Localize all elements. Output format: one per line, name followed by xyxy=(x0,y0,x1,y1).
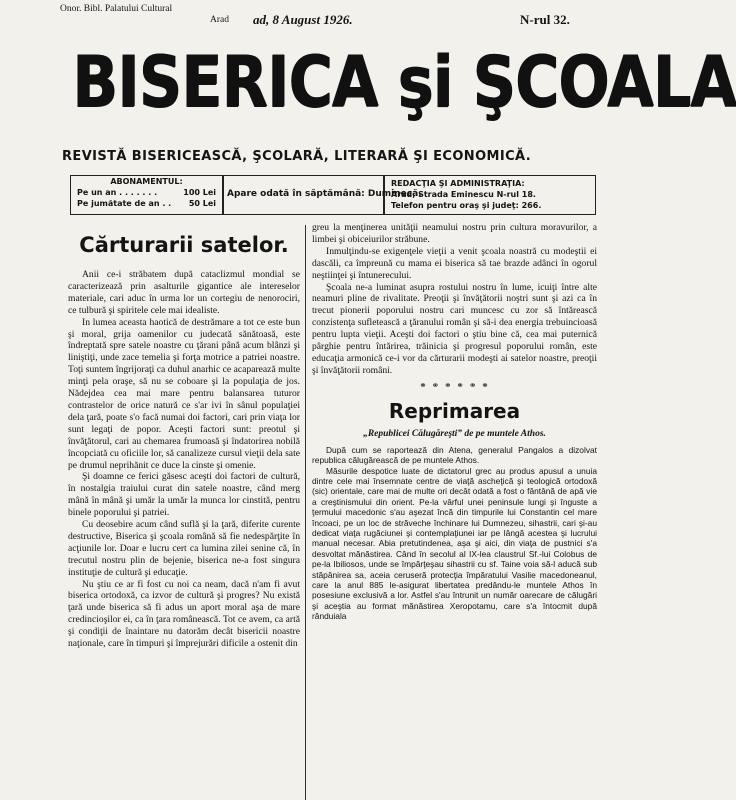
article-paragraph: greu la menţinerea unităţii neamului nostru prin cultura moravurilor, a limbei şi obiceiurilor străbune. xyxy=(312,222,597,245)
issue-date: ad, 8 August 1926. xyxy=(253,12,353,27)
publication-frequency: Apare odată în săptămână: Duminecă. xyxy=(227,189,422,199)
subscription-caption: ABONAMENTUL: xyxy=(110,177,183,186)
right-column xyxy=(312,222,597,800)
subscription-label: Pe jumătate de an . . xyxy=(77,199,172,208)
publication-frequency-box xyxy=(223,175,422,215)
subscription-price: 100 Lei xyxy=(183,188,216,197)
ornament-divider: ⚭ ⚭ ⚭ ⚭ ⚭ ⚭ xyxy=(419,380,490,391)
article-paragraph: Cu deosebire acum când suflă şi la ţară, diferite curente destructive, Biserica şi şcoala română să fie nedespărţite în acţiunile lor. Doar e lucru cert ca lumina zilei senine că, în trecutul nostru plin de bejenie, biserica ne-a fost singura instituţie de cultură şi educaţie. xyxy=(68,519,300,578)
redaction-address: Arad, Strada Eminescu N-rul 18. xyxy=(391,190,536,199)
article-paragraph: In lumea aceasta haotică de destrămare a tot ce este bun şi moral, grija oamenilor cu judecată sănătoasă, este îndreptată spre satele noastre cu ţărani până acum blânzi şi liniştiţi, unde zace temelia şi forţa motrice a patriei noastre. Toţi suntem îngrijoraţi ca duhul anarhic ce acaparează multe minţi pela oraşe, să nu se coboare şi la populaţia de jos. Nădejdea cea mai mare pentru balansarea tuturor contrastelor de orice natură ce s'ar ivi în sânul populaţiei dela ţară, poate s'o facă numai doi factori, cari prin viaţa lor sunt legaţi de popor. Aceşti factori sunt: preotul şi învăţătorul, cari au chemarea frumoasă şi îndatorirea nobilă încopciată cu oficiile lor, să canalizeze cursul vieţii dela sate pe drumul neprihănit ce duce la cinste şi omenie. xyxy=(68,316,300,471)
subscription-row xyxy=(71,187,222,198)
subscription-price: 50 Lei xyxy=(188,199,216,208)
masthead-subtitle: REVISTĂ BISERICEASCĂ, ŞCOLARĂ, LITERARĂ ŞI ECONOMICĂ. xyxy=(62,149,532,164)
subscription-label: Pe un an . . . . . . . xyxy=(77,188,158,197)
masthead-title: BISERICA şi ŞCOALA xyxy=(72,41,736,123)
article-paragraph: Şi doamne ce ferici găsesc aceşti doi factori de cultură, în nostalgia traiului curat din satele noastre, când merg mână în mână şi umăr la umăr la munca lor cinstită, pentru binele poporului şi patriei. xyxy=(68,471,300,519)
article-paragraph: Şcoala ne-a luminat asupra rostului nostru în lume, icuiţi între alte neamuri pline de rivalitate. Preoţii şi învăţătorii noştri sunt şi azi ca în trecut pionerii poporului nostru cari muncesc cu zor să întărească conzistenţa sufletească a ţăranului român şi să-i dea energia trebuincioasă pentru lupta vieţii. Aceşti doi factori o ştiu bine că, cea mai puternică pârghie pentru întărirea, trăinicia şi progresul poporului român, este educaţia armonică ce-i vor da cărturarii modeşti ai satelor noastre, preoţii şi învăţătorii români. xyxy=(312,281,597,376)
article-paragraph: Măsurile despotice luate de dictatorul grec au produs apusul a unuia dintre cele mai însemnate centre de viaţă ascheţică şi teologică ortodoxă (sic) orientale, care mai de multe ori decât odată a fost o fântână de apă vie a creştinismului din orient. Pe-la vârful unei peninsule lungi şi înguste a ţermului macedonic s'au aşezat încă din timpurile lui Constantin cel mare încoaci, pe un loc de străveche închinare lui Dumnezeu, sihastrii, cari şi-au dedicat viaţa rugăciunei şi contemplaţiunei iar pe lângă acestea şi lucrului manual necesar. Abia pretutindenea, aşa şi aici, din viaţa de pustnici s'a desvoltat mănăstirea. Când în secolul al IX-lea claustrul Sf.-lui Colobus de pe-la Ibiliosos, unde se împărţeşau sihastrii cu sf. Taine voia să-l aducă sub stăpânirea sa, aceia ceruseră protecţia împăratului Vasilie macedoneanul, care la anul 885 le-asigurat libertatea predându-le muntele Athos în posesiune exclusivă a lor. Astfel s'au întrunit un număr oarecare de călugări şi aceştia au format mănăstirea Xeropotamu, care s'a întocmit după rânduiala xyxy=(312,465,597,622)
subscription-box xyxy=(70,175,223,215)
article-subtitle: „Republicei Călugăreşti” de pe muntele Athos. xyxy=(363,428,546,439)
article-paragraph: Anii ce-i străbatem după cataclizmul mondial se caracterizează prin asalturile gigantice ale intereselor materiale, cari aduc în urma lor un cortegiu de nenorociri, ce tulbură şi spiritele cele mai idealiste. xyxy=(68,269,300,316)
issue-number: N-rul 32. xyxy=(520,12,570,27)
column-divider xyxy=(305,225,306,800)
article-paragraph: După cum se raportează din Atena, generalul Pangalos a dizolvat republica călugărească de pe muntele Athos. xyxy=(312,444,597,466)
redaction-caption: REDACŢIA ŞI ADMINISTRAŢIA: xyxy=(391,179,525,188)
article-paragraph: Nu ştiu ce ar fi fost cu noi ca neam, dacă n'am fi avut biserica ortodoxă, ca izvor de cultură şi progres? Nu există ţară unde biserica să fi adus un aport moral aşa de mare credincioşilor ei, ca în ţara românească. Tot ce avem, ca artă şi condiţii de înaintare nu datorăm decât bisericii noastre naţionale, care în timpuri şi împrejurări dificile a ostenit din xyxy=(68,578,300,650)
library-stamp xyxy=(60,4,229,26)
article-title: Cărturarii satelor. xyxy=(79,233,289,257)
stamp-line-1: Onor. Bibl. Palatului Cultural xyxy=(60,4,173,14)
redaction-box xyxy=(384,175,596,215)
redaction-phone: Telefon pentru oraş şi judeţ: 266. xyxy=(391,201,542,210)
left-column xyxy=(68,225,300,800)
article-paragraph: Inmulţindu-se exigenţele vieţii a venit şcoala noastră cu modeştii ei dascăli, ca împreună cu mama ei biserica să tae brazde adânci în ogorul neştiinţei şi întunerecului. xyxy=(312,245,597,281)
article-title: Reprimarea xyxy=(388,398,521,423)
stamp-line-2: Arad xyxy=(210,15,229,25)
subscription-row xyxy=(71,198,222,209)
